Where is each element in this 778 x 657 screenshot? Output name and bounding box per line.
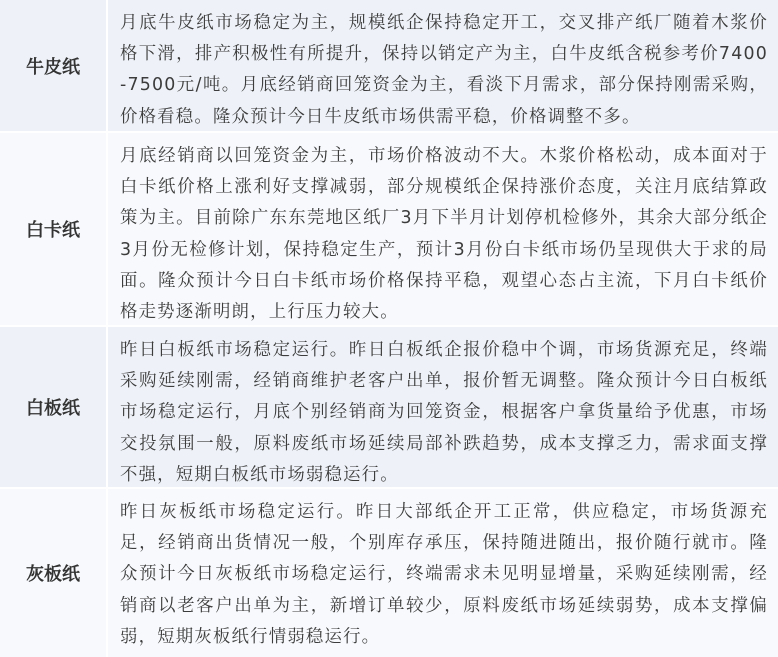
row-label-cell	[0, 133, 108, 325]
row-description: 昨日白板纸市场稳定运行。昨日白板纸企报价稳中个调，市场货源充足，终端采购延续刚需，经销商维护老客户出单，报价暂无调整。隆众预计今日白板纸市场稳定运行，月底个别经销商为回笼资金，根据客户拿货量给予优惠，市场交投氛围一般，原料废纸市场延续局部补跌趋势，成本支撑乏力，需求面支撑不强，短期白板纸市场弱稳运行。	[120, 340, 768, 485]
row-description: 昨日灰板纸市场稳定运行。昨日大部纸企开工正常，供应稳定，市场货源充足，经销商出货情况一般，个别库存承压，保持随进随出，报价随行就市。隆众预计今日灰板纸市场稳定运行，终端需求未见明显增量，采购延续刚需，经销商以老客户出单为主，新增订单较少，原料废纸市场延续弱势，成本支撑偏弱，短期灰板纸行情弱稳运行。	[120, 502, 768, 647]
table-row-white-cardboard	[0, 133, 778, 325]
row-label: 灰板纸	[26, 564, 80, 585]
row-description-cell	[108, 489, 778, 657]
row-description-cell	[108, 0, 778, 131]
row-label-cell	[0, 489, 108, 657]
row-description-cell	[108, 133, 778, 325]
row-label-cell	[0, 327, 108, 487]
row-description-cell	[108, 327, 778, 487]
row-label-cell	[0, 0, 108, 131]
row-label: 白卡纸	[26, 220, 80, 241]
row-label: 牛皮纸	[26, 56, 80, 78]
row-description: 月底经销商以回笼资金为主，市场价格波动不大。木浆价格松动，成本面对于白卡纸价格上涨利好支撑减弱，部分规模纸企保持涨价态度，关注月底结算政策为主。目前除广东东莞地区纸厂3月下半月计划停机检修外，其余大部分纸企3月份无检修计划，保持稳定生产，预计3月份白卡纸市场仍呈现供大于求的局面。隆众预计今日白卡纸市场价格保持平稳，观望心态占主流，下月白卡纸价格走势逐渐明朗，上行压力较大。	[120, 146, 768, 323]
row-label: 白板纸	[26, 398, 80, 419]
table-row-white-board	[0, 327, 778, 487]
table-row-grey-board	[0, 489, 778, 657]
row-description: 月底牛皮纸市场稳定为主，规模纸企保持稳定开工，交叉排产纸厂随着木浆价格下滑，排产积极性有所提升，保持以销定产为主，白牛皮纸含税参考价7400-7500元/吨。月底经销商回笼资金为主，看淡下月需求，部分保持刚需采购，价格看稳。隆众预计今日牛皮纸市场供需平稳，价格调整不多。	[120, 13, 768, 127]
table-row-kraft	[0, 0, 778, 131]
